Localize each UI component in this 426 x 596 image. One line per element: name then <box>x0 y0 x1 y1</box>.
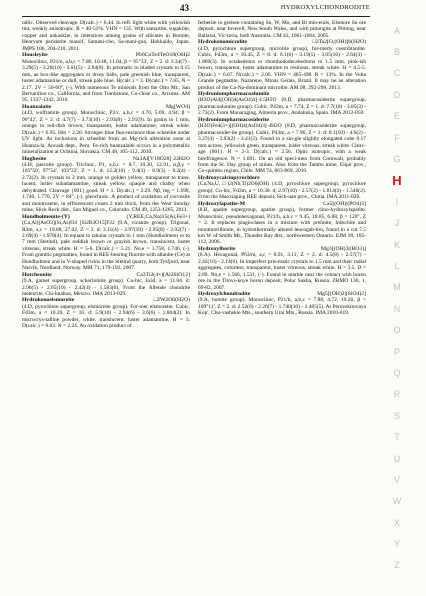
thumb-index <box>382 20 412 576</box>
thumb-letter-f: F <box>394 132 400 143</box>
header-rule <box>22 16 370 17</box>
thumb-letter-k: K <box>393 239 400 250</box>
entry-body: Monoclinic, P21/n, a,b,c = 7.86, 10.48, 11.04, β = 95°33', Z = 2. d: 3.34(7) - 3.29(5) - 3.20(10) - 3.01(5) - 2.94(8). In prismatic to bladed crystals to 0.15 mm, as box-like aggregates or drusy balls, pale greenish blue, transparent, luster adamantine or dull, streak pale blue. H(calc.) = 3. D(calc.) = 7.85, N = 2.17, 2V = 50-60°, (-). With numerous Te minerals from the Otto Mt., San Bernardino co., California, and from Tombstone, Co-chise co., Arizona. AM 95, 1337-1342, 2010. <box>22 58 190 104</box>
mineral-name: Hydroxylborite <box>198 245 236 252</box>
mineral-formula: Ca3Ti2(4+)[Al2SiO12] <box>136 271 190 278</box>
mineral-name: Hydrokenomicrolite <box>198 39 248 46</box>
mineral-entry <box>22 20 190 52</box>
entry-body: (4.D, pyrochlore supergroup, microlite group), for-merly cesstibtantite. Cubic, Fd3m, a = 10.45, Z = 8. d: 6.1(6) - 3.19(5) - 3.05(10) - 2.64(3) - 1.869(3). In octahedrons or rhombododecahedrons to 1.5 mm, pink-ish brown, transparent, luster adamantine to resinous, streak white. H = 4.5-5. D(calc.) = 6.67. N(calc.) = 2.06. VHN = 485-498. R = 13%. In the Volta Grande pegmatite, Nazareno, Minas Gerais, Brazil. It may be an alteration product of the Ca-Na-dominant microlite. AM 98, 292-296, 2013. <box>198 45 366 91</box>
mineral-name: Hydroniumpharmacoalumite <box>198 90 270 97</box>
mineral-formula: Pb6CuTe4TeO18(OH)2 <box>135 52 190 59</box>
entry-body: (4.D, pyrochlore supergroup, elsmoreite group). For-mer elsmoreite. Cubic, Fd3m, a = 10.20, Z = 16. d: 5.9(10) - 2.94(6) - 3.6(6) - 1.804(2). In microcrys-talline powder, white, translucent, luster adamantine. H = 3. D(calc.) = 6.03. N = 2.24. An oxidation product of <box>22 303 190 330</box>
mineral-entry <box>198 91 366 117</box>
mineral-formula: Na3Al[V10O28]·22H2O <box>132 155 190 162</box>
mineral-entry <box>22 272 190 298</box>
thumb-letter-r: R <box>393 389 401 400</box>
mineral-name: Huanzalaite <box>22 103 52 110</box>
mineral-entry <box>198 175 366 201</box>
mineral-name: Hutcheonite <box>22 271 52 278</box>
entry-body: (9.A, humite group). Monoclinic, P21/b, a,b,c = 7.88, 4.72, 10.26, β = 109°11', Z = 2. d: 2.52(6) - 2.26(7) - 1.740(10) - 1.485(5). At Perovskitovaya Kop', Chu-vashskie Mts., southern Ural Mts., Russia. IMA 2010-019. <box>198 297 366 317</box>
mineral-name: Hydroxylapatite-M <box>198 200 245 207</box>
mineral-formula: (Y,REE,Ca,Na)15(Al,Fe3+) <box>126 213 190 220</box>
mineral-entry <box>198 246 366 291</box>
mineral-name: Hughesite <box>22 155 47 162</box>
thumb-letter-i: I <box>395 196 399 207</box>
thumb-letter-s: S <box>393 410 400 421</box>
thumb-letter-w: W <box>392 496 402 507</box>
thumb-letter-d: D <box>393 89 401 100</box>
mineral-entry <box>198 201 366 246</box>
thumb-letter-z: Z <box>394 560 400 571</box>
thumb-letter-e: E <box>393 111 400 122</box>
mineral-entry <box>22 214 190 272</box>
mineral-entry <box>198 117 366 175</box>
mineral-formula: Mg[WO4] <box>165 103 190 110</box>
thumb-letter-p: P <box>393 346 400 357</box>
mineral-name: Hydrokenoelsmoreite <box>22 297 75 304</box>
mineral-entry <box>198 39 366 91</box>
entry-body: (Ca,Na,U,□)2(Nb,Ti)2O6(OH) (4.D, pyrochlore supergroup, pyrochlore group). Cu-bic, Fd3m, a = 10.38. d: 2.97(10) - 2.57(2) - 1.814(3) - 1.546(2). From the Maoxiaping REE deposit, Sich-uan prov., China. IMA 2011-026. <box>198 181 366 201</box>
thumb-letter-q: Q <box>393 367 401 378</box>
entry-body: (4.D, wolframite group). Monoclinic, P2/c. a,b,c = 4.70, 5.69, 4.94, β = 90°42', Z = 2. d: 4.7(7) - 3.73(10) - 2.93(8) - 2.91(9). In grains to 1 mm, orange to red-dish brown, transparent, luster adamantine, streak white. D(calc.) = 6.95. Hm = 2.20. Stronger blue fluo-rescence than scheelite under UV light. As inclusions in scheelite from an Mg-rich alteration zone at Huanza-la, Ancash dept., Peru. Fe-rich huanzalaite occurs in a polymetallic mineralization at Ochtiná, Slovakia. CM 48, 105-112, 2010. <box>22 110 190 156</box>
mineral-formula: □2W2O6(H2O) <box>153 297 190 304</box>
entry-body: tallic. Observed cleavage. D(calc.) = 6.44. In refl. light white with yellowish tint, weakly anisotropic. R = 40-51%. VHN = 135. With samartite, sugakiite, copper and unkaskite, in interstices among grains of silicates in Bornite, Henryum peridotite massif, Samani-cho, Sa-mani-gun, Hokkaido, Japan. JMPS 106, 204-210, 2011. <box>22 20 190 52</box>
thumb-letter-h: H <box>392 172 402 188</box>
page-number: 43 <box>180 3 189 13</box>
mineral-entry <box>198 20 366 39</box>
mineral-name: Hydroxycalciopyrochlore <box>198 174 260 181</box>
mineral-formula: Mg3[(OH)3|(BO3)] <box>320 245 366 252</box>
mineral-formula: Ca5[(OH)|(PO4)3] <box>323 200 366 207</box>
entry-body: (6.A). Hexagonal, P63/m, a,c = 8.91, 3.11, Z = 2. d: 4.5(8) - 2.57(7) - 2.42(10) - 2.14(6). In imperfect pris-matic crystals to 1.5 mm and their radial aggregates, colorless, transparent, luster vitreous, streak white. H = 3.5. D = 2.89. No,e = 1.566, 1.531, (-). Found in marble near the contact with boron ore in the Titovs-koye boron deposit, Polar Sakha, Russia. ZRMO 136, 1, 69-82, 2007. <box>198 252 366 291</box>
thumb-letter-v: V <box>393 474 400 485</box>
left-column <box>22 20 190 588</box>
entry-body: ferberite in greisen containing Sn, W, Mo, and Bi min-erals, Elsmore Sn ore deposit, near Inverell, New South Wales, and with pittongite at Pittong, near Ballarat, Vic-toria, both Australia. CM 43, 1061-1064, 2005. <box>198 20 366 39</box>
entry-body: (H3O)Fe4(3+)[(OH)4(AsO4)3]·4H2O (8.D, pharmacosiderite supergroup, pharmacosider-ite group). Cubic, P43m, a = 7.96, Z = 1. d: 8.1(10) - 4.6(2) - 3.27(4) - 2.83(2) - 2.41(3). Found in a sin-gle slightly elongated cube 0.17 mm across, yellowish green, transparent, luster vitreous, streak white. Cleav-age {001}. H = 2-3. D(calc.) = 2.56. Optic isotropic, with a weak birefringence. N = 1.691. On an old speci-men from Cornwall, probably from the St. Day group of mines. Also from the Tambo mine, Elqui prov., Co-quimbo region, Chile. MM 74, 863-869, 2010. <box>198 123 366 175</box>
mineral-name: Hydroxylchondrodite <box>198 291 251 298</box>
entry-body: (4.H, pascoite group). Triclinic, P1, a,b,c = 8.7, 10.30, 12.91, α,β,γ = 105°50', 97°54', 103°22', Z = 1. d: 12.2(10) - 9.4(3) - 8.9(3) - 8.2(4) - 2.72(2). In crystals to 2 mm, orange to golden yellow, transparent to trans-lucent, luster subadamantine, streak yellow, opaque and chalky when dehydrated. Cleavage {001} good. H = 1. D(calc.) = 2.29. Nβ, mg = 1.698, 1.740, 1.770, 2V = 84°, (-). pleochroic. A product of oxidation of corvusite and montroseite, in efflorescent crusts 2 mm thick, from the West Sunday mine, Slick Rock dist., San Miguel co., Colorado. CM 49, 1253-1265, 2011. <box>22 161 190 214</box>
mineral-entry <box>22 52 190 104</box>
thumb-letter-a: A <box>393 25 400 36</box>
thumb-letter-g: G <box>393 154 401 165</box>
thumb-letter-j: J <box>394 218 400 229</box>
mineral-entry <box>198 291 366 317</box>
running-head: HYDROXYLCHONDRODITE <box>280 4 370 11</box>
thumb-letter-y: Y <box>393 539 400 550</box>
entry-body: (8.B, apatite supergroup, apatite group), former clino-hydroxylapatite. Monoclinic, pseudohexagonal, P21/b, a,b,c = 9.45, 18.85, 6.88, β = 120°, Z = 2. It replaces plagioclases in a mixture with prehnite, hibschite and montmorillonite, in hydrothermally altered leucogab-bro, found in a cut 7.5 km W of Smith Mt., Thunder Bay dist., northwestern Ontario. EJM 18, 105-112, 2006. <box>198 207 366 246</box>
entry-body: (Ca,Al)[AsO3](Si,As)O4 [Si2B3O15]F22 (9.A, vicanite group). Trigonal, R3m, a,c = 10.68, 27.02, Z = 3. d: 3.11(4) - 2.97(10) - 2.95(8) - 2.92(7) - 2.69(4) - 1.978(4). In equant to tabular crystals to 1 mm (Hundholmen) or to 7 mm (Stetind), pale reddish brown or grayish brown, translucent, luster vitreous, streak white. H = 5-6. D(calc.) = 5.21. No,e = 1.758, 1.746, (-). From granitic pegmatites, found in REE-bearing fluorite with allanite-(Ce) at Hundholmen and in V-shaped twins in the Stetind quarry, both Tysfjord, near Narvik, Nordland, Norway. MM 71, 179-192, 2007. <box>22 220 190 272</box>
thumb-letter-l: L <box>394 260 400 271</box>
thumb-letter-n: N <box>393 303 401 314</box>
thumb-letter-t: T <box>394 432 400 443</box>
mineral-name: Housleyite <box>22 52 48 59</box>
mineral-entry <box>22 156 190 214</box>
thumb-letter-o: O <box>393 325 401 336</box>
right-column <box>198 20 366 588</box>
thumb-letter-u: U <box>393 453 401 464</box>
mineral-name: Hundholmenite-(Y) <box>22 213 70 220</box>
thumb-letter-b: B <box>393 47 400 58</box>
mineral-entry <box>22 104 190 156</box>
thumb-letter-m: M <box>393 282 401 293</box>
mineral-name: Hydroniumpharmacosiderite <box>198 116 269 123</box>
thumb-letter-c: C <box>393 68 401 79</box>
mineral-formula: Mg5[(OH)2|(SiO4)2] <box>317 291 366 298</box>
entry-body: (H3O)Al4[(OH)4(AsO4)3]·4.5H2O (8.D, pharmacosiderite supergroup, pharmacoalumite group). Cubic, P43m, a = 7.74, Z = 1. d: 7.7(10) - 3.85(3) - 2.73(2). From Maoaraging, Almería prov., Andalusia, Spain. IMA 2012-050. <box>198 97 366 117</box>
mineral-formula: □2Ta2[O,(OH)]6(H2O) <box>312 39 366 46</box>
thumb-letter-x: X <box>393 517 400 528</box>
entry-body: (9.A, garnet supergroup, schorlomite group). Cu-bic, Ia3d, a = 11.84. d: 2.96(5) - 2.65(10) - 2.42(4) - 1.583(6). From the Allende chondrite meteorite, Chi-huahua, Mexico. IMA 2013-029. <box>22 278 190 298</box>
mineral-entry <box>22 297 190 329</box>
